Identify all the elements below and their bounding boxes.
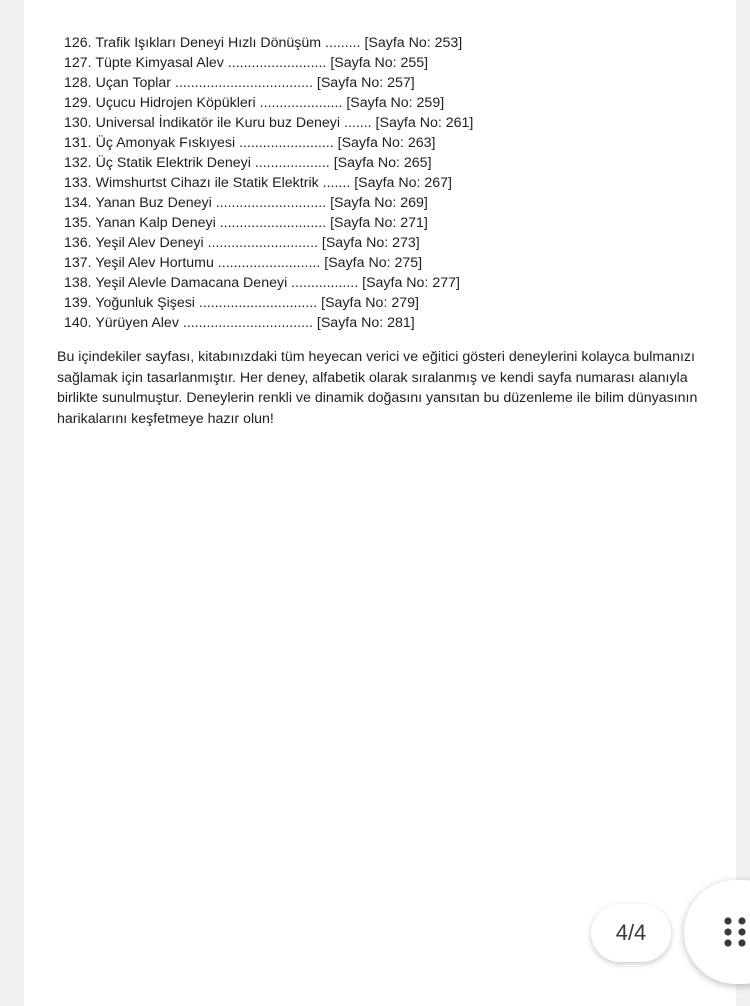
toc-item[interactable] — [64, 173, 473, 193]
toc-number: 140. — [64, 315, 92, 331]
toc-title: Üç Amonyak Fıskıyesi — [95, 135, 236, 151]
toc-leader-dots: .......................... — [217, 255, 321, 271]
toc-leader-dots: ............................ — [215, 195, 327, 211]
toc-item[interactable] — [64, 133, 473, 153]
toc-leader-dots: ........................ — [239, 135, 334, 151]
toc-number: 134. — [64, 195, 92, 211]
toc-leader-dots: ................................. — [182, 315, 313, 331]
toc-number: 131. — [64, 135, 92, 151]
toc-item[interactable] — [64, 33, 473, 53]
toc-item[interactable] — [64, 273, 473, 293]
toc-page-ref: [Sayfa No: 265] — [333, 155, 432, 171]
toc-title: Yanan Buz Deneyi — [95, 195, 212, 211]
toc-item[interactable] — [64, 193, 473, 213]
toc-page-ref: [Sayfa No: 257] — [316, 75, 415, 91]
toc-number: 135. — [64, 215, 92, 231]
toc-page-ref: [Sayfa No: 275] — [324, 255, 423, 271]
toc-page-ref: [Sayfa No: 261] — [375, 115, 474, 131]
toc-number: 129. — [64, 95, 92, 111]
toc-page-ref: [Sayfa No: 263] — [337, 135, 436, 151]
toc-leader-dots: ......... — [325, 35, 361, 51]
toc-item[interactable] — [64, 113, 473, 133]
toc-item[interactable] — [64, 253, 473, 273]
toc-page-ref: [Sayfa No: 267] — [354, 175, 452, 191]
toc-number: 138. — [64, 275, 92, 291]
toc-item[interactable] — [64, 93, 473, 113]
toc-number: 126. — [64, 35, 92, 51]
toc-leader-dots: ................................... — [174, 75, 313, 91]
toc-leader-dots: ............................ — [207, 235, 318, 251]
page-indicator: 4/4 — [591, 904, 671, 962]
grid-dots-icon — [723, 916, 747, 948]
document-page — [24, 0, 736, 1006]
toc-leader-dots: ..................... — [259, 95, 343, 111]
intro-paragraph: Bu içindekiler sayfası, kitabınızdaki tüm heyecan verici ve eğitici gösteri deneylerini kolayca bulmanızı sağlamak için tasarlanmıştır. Her deney, alfabetik olarak sıralanmış ve kendi sayfa numarası alanıyla birlikte sunulmuştur. Deneylerin renkli ve dinamik doğasını yansıtan bu düzenleme ile bilim dünyasının harikalarını keşfetmeye hazır olun! — [57, 349, 698, 427]
toc-page-ref: [Sayfa No: 271] — [330, 215, 428, 231]
toc-number: 133. — [64, 175, 92, 191]
toc-title: Uçan Toplar — [95, 75, 172, 91]
toc-leader-dots: ........................... — [219, 215, 327, 231]
toc-page-ref: [Sayfa No: 273] — [321, 235, 420, 251]
toc-title: Yanan Kalp Deneyi — [95, 215, 216, 231]
toc-leader-dots: ....... — [344, 115, 372, 131]
toc-item[interactable] — [64, 293, 473, 313]
toc-title: Tüpte Kimyasal Alev — [95, 55, 224, 71]
toc-leader-dots: .............................. — [198, 295, 318, 311]
toc-number: 139. — [64, 295, 92, 311]
toc-title: Wimshurtst Cihazı ile Statik Elektrik — [95, 175, 319, 191]
toc-title: Universal İndikatör ile Kuru buz Deneyi — [95, 115, 341, 131]
toc-page-ref: [Sayfa No: 259] — [346, 95, 445, 111]
toc-item[interactable] — [64, 153, 473, 173]
toc-number: 137. — [64, 255, 92, 271]
toc-page-ref: [Sayfa No: 279] — [321, 295, 419, 311]
toc-title: Uçucu Hidrojen Köpükleri — [95, 95, 256, 111]
toc-title: Yürüyen Alev — [95, 315, 179, 331]
toc-title: Yeşil Alev Deneyi — [95, 235, 204, 251]
toc-number: 132. — [64, 155, 92, 171]
toc-leader-dots: ......................... — [227, 55, 327, 71]
toc-leader-dots: ................. — [291, 275, 359, 291]
toc-number: 136. — [64, 235, 92, 251]
toc-item[interactable] — [64, 313, 473, 333]
toc-page-ref: [Sayfa No: 277] — [362, 275, 460, 291]
toc-page-ref: [Sayfa No: 281] — [316, 315, 415, 331]
toc-page-ref: [Sayfa No: 269] — [330, 195, 428, 211]
toc-number: 128. — [64, 75, 92, 91]
toc-title: Yoğunluk Şişesi — [95, 295, 195, 311]
toc-number: 130. — [64, 115, 92, 131]
toc-title: Yeşil Alev Hortumu — [95, 255, 214, 271]
toc-title: Üç Statik Elektrik Deneyi — [95, 155, 251, 171]
table-of-contents — [64, 33, 473, 333]
toc-item[interactable] — [64, 53, 473, 73]
toc-item[interactable] — [64, 73, 473, 93]
toc-page-ref: [Sayfa No: 253] — [364, 35, 463, 51]
toc-title: Trafik Işıkları Deneyi Hızlı Dönüşüm — [95, 35, 322, 51]
toc-item[interactable] — [64, 213, 473, 233]
toc-leader-dots: ....... — [322, 175, 351, 191]
toc-page-ref: [Sayfa No: 255] — [330, 55, 429, 71]
toc-leader-dots: ................... — [254, 155, 330, 171]
toc-item[interactable] — [64, 233, 473, 253]
toc-title: Yeşil Alevle Damacana Deneyi — [95, 275, 288, 291]
toc-number: 127. — [64, 55, 92, 71]
